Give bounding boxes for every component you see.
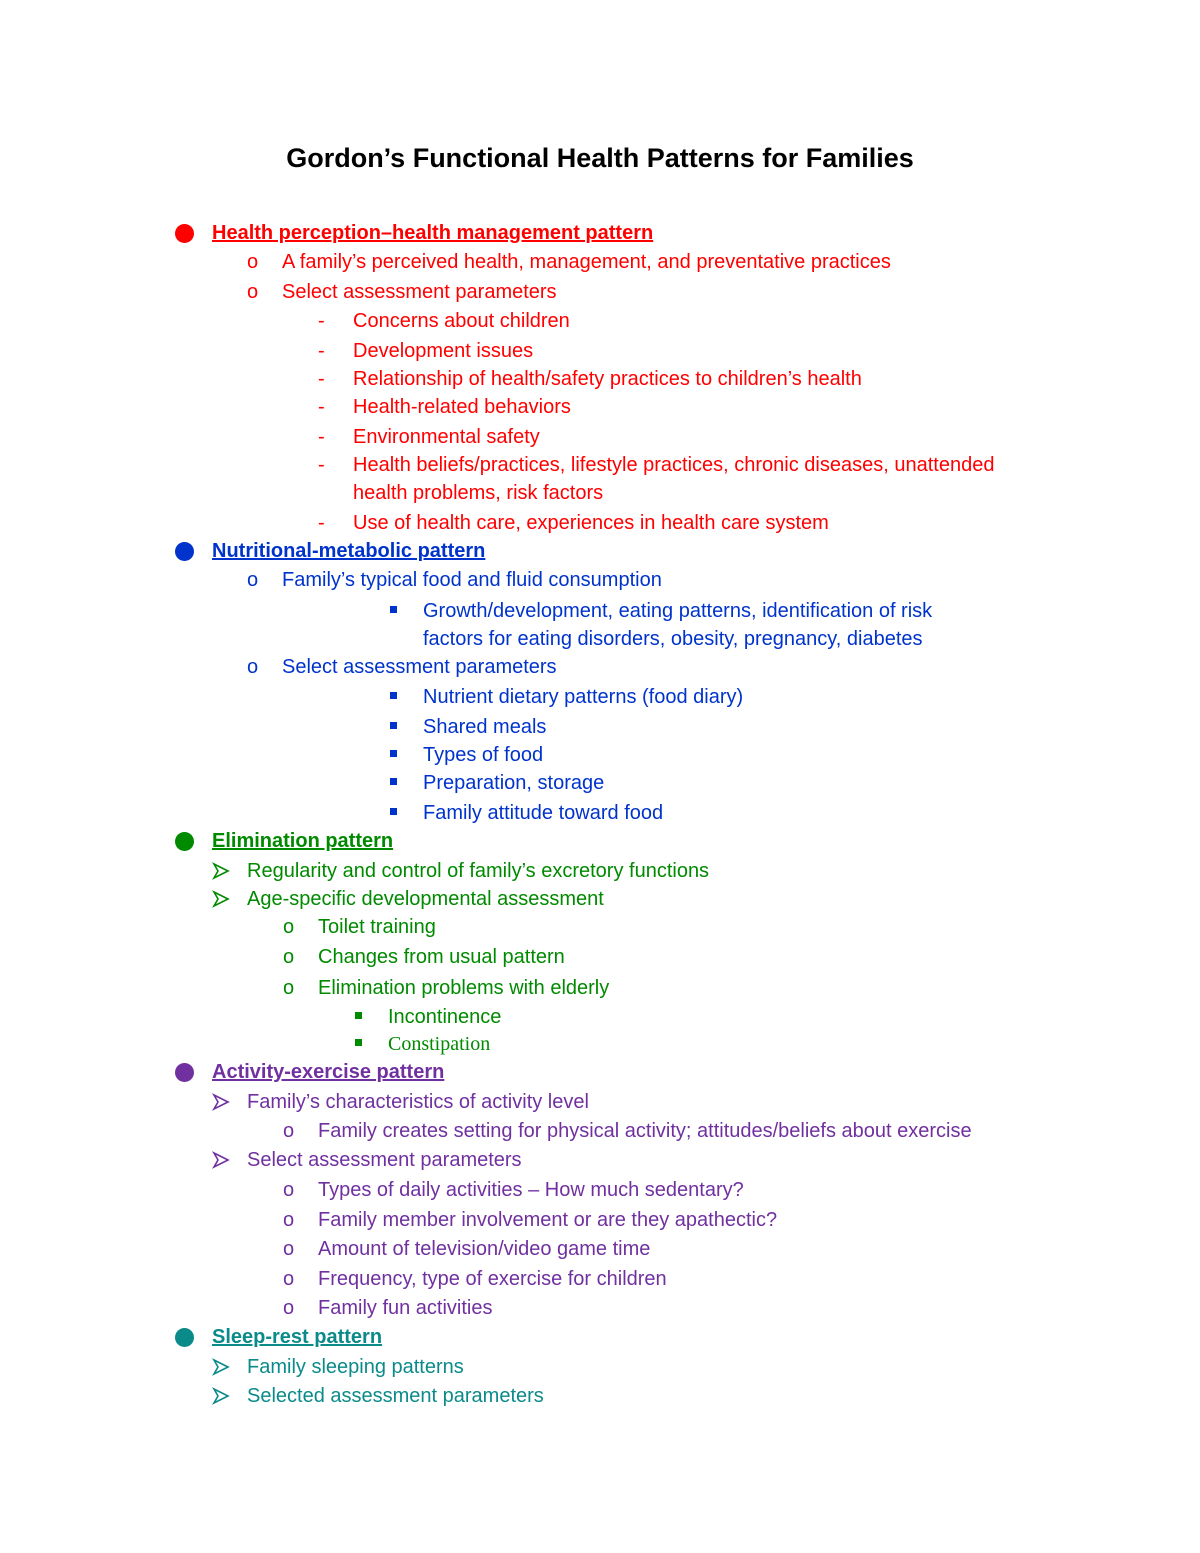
section-heading: Sleep-rest pattern <box>212 1326 383 1348</box>
list-item: Incontinence <box>388 1006 502 1028</box>
list-item: Toilet training <box>318 916 436 938</box>
list-item: Shared meals <box>423 716 547 738</box>
bullet-dot-icon <box>175 832 194 851</box>
circle-bullet-icon: o <box>283 977 295 999</box>
dash-bullet-icon: - <box>318 512 325 534</box>
list-item: Health-related behaviors <box>353 396 571 418</box>
list-item: Select assessment parameters <box>247 1149 522 1171</box>
arrowhead-bullet-icon <box>212 862 230 880</box>
list-item: Family attitude toward food <box>423 802 664 824</box>
list-item: Preparation, storage <box>423 772 605 794</box>
square-bullet-icon <box>390 778 397 785</box>
dash-bullet-icon: - <box>318 310 325 332</box>
dash-bullet-icon: - <box>318 396 325 418</box>
circle-bullet-icon: o <box>283 1179 295 1201</box>
list-item: Relationship of health/safety practices to children’s health <box>353 368 862 390</box>
list-item: A family’s perceived health, management, and preventative practices <box>282 251 891 273</box>
square-bullet-icon <box>390 808 397 815</box>
list-item: Amount of television/video game time <box>318 1238 651 1260</box>
list-item: Growth/development, eating patterns, identification of risk <box>423 600 933 622</box>
circle-bullet-icon: o <box>283 1238 295 1260</box>
list-item: Select assessment parameters <box>282 656 557 678</box>
square-bullet-icon <box>390 692 397 699</box>
circle-bullet-icon: o <box>283 1268 295 1290</box>
list-item: Regularity and control of family’s excretory functions <box>247 860 710 882</box>
list-item: Types of food <box>423 744 544 766</box>
bullet-dot-icon <box>175 542 194 561</box>
list-item: Development issues <box>353 340 534 362</box>
circle-bullet-icon: o <box>247 569 259 591</box>
section-heading: Nutritional-metabolic pattern <box>212 540 486 562</box>
section-heading: Activity-exercise pattern <box>212 1061 445 1083</box>
section-heading: Health perception–health management pattern <box>212 222 654 244</box>
arrowhead-bullet-icon <box>212 1358 230 1376</box>
arrowhead-bullet-icon <box>212 1093 230 1111</box>
list-item: Family creates setting for physical activity; attitudes/beliefs about exercise <box>318 1120 972 1142</box>
list-item: Family sleeping patterns <box>247 1356 464 1378</box>
square-bullet-icon <box>390 750 397 757</box>
list-item: Family’s typical food and fluid consumption <box>282 569 662 591</box>
circle-bullet-icon: o <box>247 251 259 273</box>
list-item-continuation: factors for eating disorders, obesity, pregnancy, diabetes <box>423 628 923 650</box>
list-item: Health beliefs/practices, lifestyle practices, chronic diseases, unattended <box>353 454 995 476</box>
circle-bullet-icon: o <box>283 1297 295 1319</box>
bullet-dot-icon <box>175 1328 194 1347</box>
circle-bullet-icon: o <box>247 656 259 678</box>
arrowhead-bullet-icon <box>212 1387 230 1405</box>
arrowhead-bullet-icon <box>212 890 230 908</box>
list-item: Family fun activities <box>318 1297 493 1319</box>
bullet-dot-icon <box>175 1063 194 1082</box>
list-item: Selected assessment parameters <box>247 1385 544 1407</box>
circle-bullet-icon: o <box>283 1120 295 1142</box>
circle-bullet-icon: o <box>283 916 295 938</box>
square-bullet-icon <box>390 722 397 729</box>
square-bullet-icon <box>355 1012 362 1019</box>
list-item: Use of health care, experiences in health care system <box>353 512 829 534</box>
circle-bullet-icon: o <box>283 946 295 968</box>
circle-bullet-icon: o <box>283 1209 295 1231</box>
list-item: Family member involvement or are they apathectic? <box>318 1209 778 1231</box>
circle-bullet-icon: o <box>247 281 259 303</box>
list-item: Select assessment parameters <box>282 281 557 303</box>
bullet-dot-icon <box>175 224 194 243</box>
dash-bullet-icon: - <box>318 426 325 448</box>
list-item: Frequency, type of exercise for children <box>318 1268 667 1290</box>
page-title: Gordon’s Functional Health Patterns for Families <box>286 143 914 173</box>
square-bullet-icon <box>390 606 397 613</box>
list-item: Age-specific developmental assessment <box>247 888 604 910</box>
list-item: Constipation <box>388 1033 491 1055</box>
list-item: Concerns about children <box>353 310 570 332</box>
arrowhead-bullet-icon <box>212 1151 230 1169</box>
list-item: Environmental safety <box>353 426 540 448</box>
list-item: Nutrient dietary patterns (food diary) <box>423 686 744 708</box>
list-item: Changes from usual pattern <box>318 946 565 968</box>
dash-bullet-icon: - <box>318 340 325 362</box>
dash-bullet-icon: - <box>318 454 325 476</box>
list-item: Elimination problems with elderly <box>318 977 610 999</box>
list-item-continuation: health problems, risk factors <box>353 482 604 504</box>
dash-bullet-icon: - <box>318 368 325 390</box>
section-heading: Elimination pattern <box>212 830 394 852</box>
square-bullet-icon <box>355 1039 362 1046</box>
list-item: Types of daily activities – How much sedentary? <box>318 1179 744 1201</box>
list-item: Family’s characteristics of activity level <box>247 1091 589 1113</box>
